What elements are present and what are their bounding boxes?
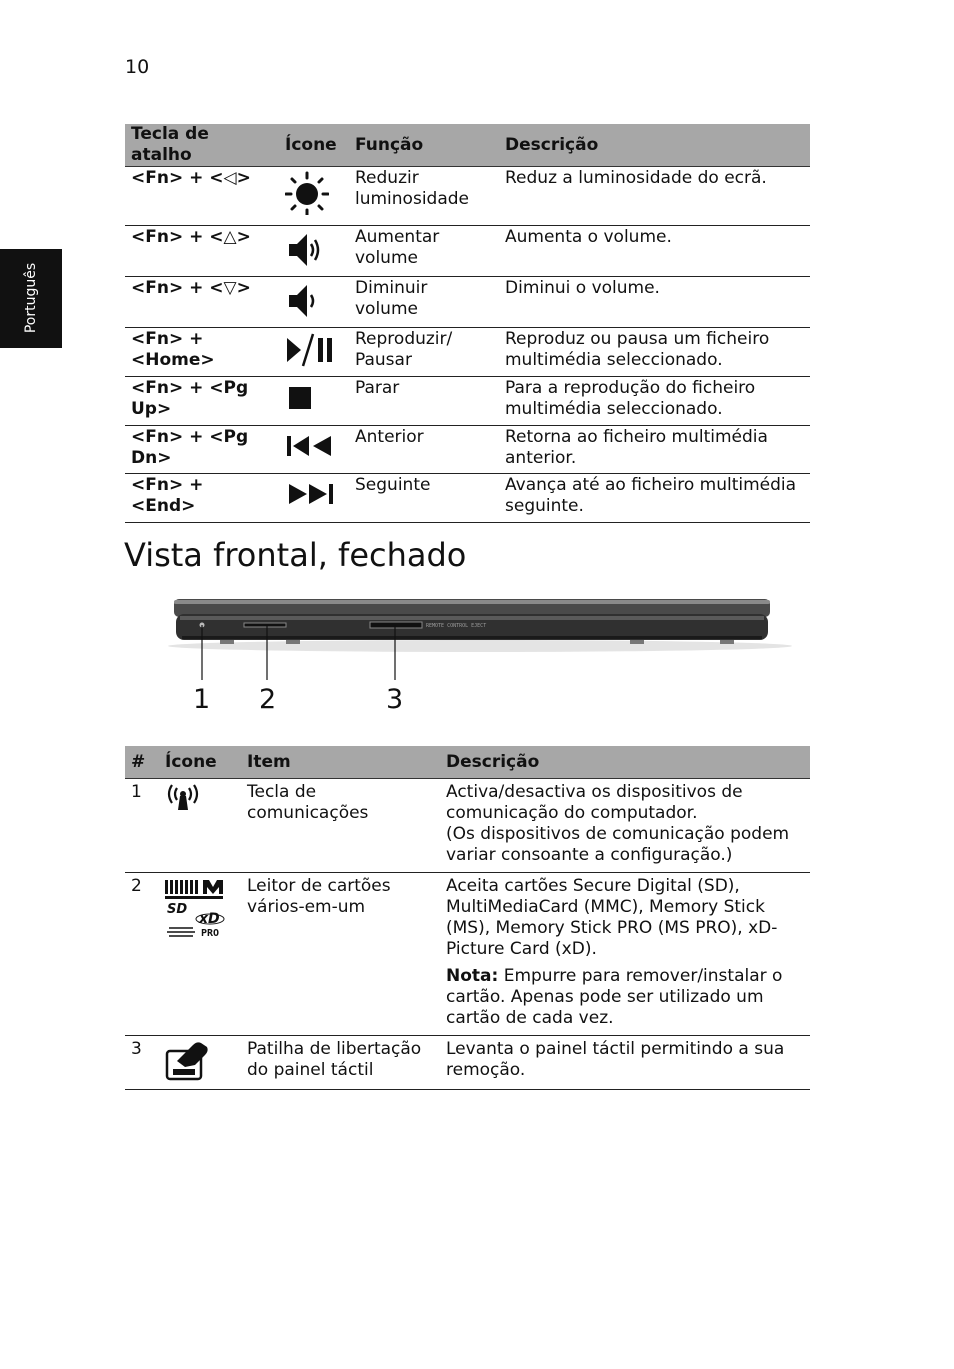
ports-table [125,746,810,1090]
hotkey-cell: <Fn> + <Pg Dn> [125,426,279,474]
hotkey-cell: <Fn> + <△> [125,226,279,277]
note-paragraph [446,966,804,1029]
page-number: 10 [125,56,150,78]
hotkey-table-header [125,124,810,167]
description-cell: Reproduz ou pausa um ficheiro multimédia seleccionado. [499,328,810,377]
callout-3: 3 [386,684,404,715]
next-track-icon [285,478,335,508]
hotkey-cell: <Fn> + <▽> [125,277,279,328]
table-row [125,779,810,873]
laptop-eject-label: REMOTE CONTROL EJECT [426,623,487,629]
wireless-communication-icon [163,782,203,814]
note-label: Nota: [446,966,499,986]
function-cell: Anterior [349,426,499,474]
header-description: Descrição [499,124,810,167]
function-cell: Aumentar volume [349,226,499,277]
description-text: Aceita cartões Secure Digital (SD), MultiMediaCard (MMC), Memory Stick (MS), Memory Stick PRO (MS PRO), xD-Picture Card (xD). [446,876,778,959]
header-function: Função [349,124,499,167]
callout-1: 1 [193,684,211,715]
function-cell: Reduzir luminosidade [349,167,499,226]
table-row [125,277,810,328]
item-cell: Leitor de cartões vários-em-um [241,873,440,1036]
table-row [125,426,810,474]
description-cell: Para a reprodução do ficheiro multimédia seleccionado. [499,377,810,426]
header-icon: Ícone [279,124,349,167]
table-row [125,328,810,377]
laptop-front-view-illustration [160,592,800,682]
hotkey-cell: <Fn> + <Pg Up> [125,377,279,426]
header-number: # [125,746,159,779]
description-text: (Os dispositivos de comunicação podem variar consoante a configuração.) [446,824,790,865]
svg-text:xD: xD [199,911,220,927]
table-row [125,226,810,277]
description-cell: Avança até ao ficheiro multimédia seguinte. [499,474,810,523]
volume-up-icon [285,230,325,270]
table-row [125,377,810,426]
hotkey-table [125,124,810,523]
item-cell: Tecla de comunicações [241,779,440,873]
language-side-tab-label: Português [23,262,39,334]
description-cell: Levanta o painel táctil permitindo a sua remoção. [440,1036,810,1090]
header-item: Item [241,746,440,779]
language-side-tab [0,249,62,348]
function-cell: Diminuir volume [349,277,499,328]
description-text: Activa/desactiva os dispositivos de comunicação do computador. [446,782,743,823]
function-cell: Parar [349,377,499,426]
hotkey-cell: <Fn> + <◁> [125,167,279,226]
touchpad-release-icon [163,1039,211,1083]
svg-text:PRO: PRO [201,928,220,939]
description-cell [440,779,810,873]
description-cell: Reduz a luminosidade do ecrã. [499,167,810,226]
number-cell: 1 [125,779,159,873]
number-cell: 3 [125,1036,159,1090]
table-row [125,1036,810,1090]
header-description: Descrição [440,746,810,779]
previous-track-icon [285,430,335,460]
item-cell: Patilha de libertação do painel táctil [241,1036,440,1090]
memory-card-logos-icon [163,876,231,942]
stop-icon [285,381,315,411]
ports-table-header [125,746,810,779]
description-cell: Diminui o volume. [499,277,810,328]
hotkey-cell: <Fn> + <Home> [125,328,279,377]
description-cell: Aumenta o volume. [499,226,810,277]
table-row [125,167,810,226]
number-cell: 2 [125,873,159,1036]
description-cell [440,873,810,1036]
svg-text:SD: SD [167,902,188,917]
function-cell: Reproduzir/ Pausar [349,328,499,377]
description-cell: Retorna ao ficheiro multimédia anterior. [499,426,810,474]
volume-down-icon [285,281,325,321]
note-text: Empurre para remover/instalar o cartão. Apenas pode ser utilizado um cartão de cada vez. [446,966,783,1028]
section-title: Vista frontal, fechado [124,536,467,574]
table-row [125,474,810,523]
function-cell: Seguinte [349,474,499,523]
header-hotkey: Tecla de atalho [125,124,279,167]
brightness-sun-icon [285,171,329,215]
callout-2: 2 [259,684,277,715]
table-row [125,873,810,1036]
play-pause-icon [285,332,335,368]
hotkey-cell: <Fn> + <End> [125,474,279,523]
header-icon: Ícone [159,746,241,779]
